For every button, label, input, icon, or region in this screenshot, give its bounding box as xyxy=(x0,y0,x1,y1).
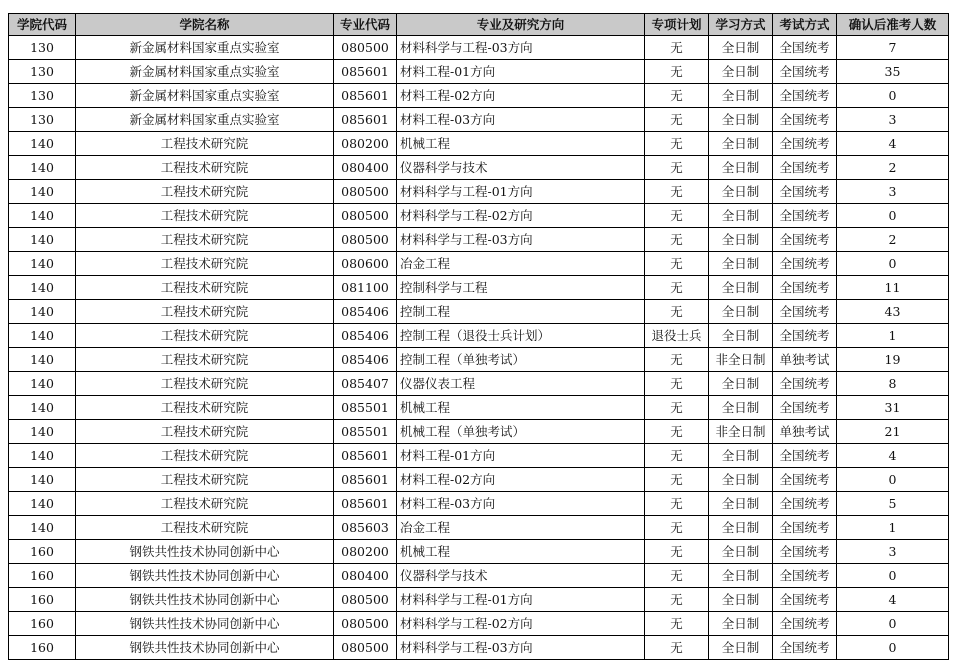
table-row xyxy=(9,420,949,444)
header-study-mode: 学习方式 xyxy=(709,14,773,36)
major-direction-cell: 材料科学与工程-03方向 xyxy=(397,36,645,60)
table-row xyxy=(9,108,949,132)
major-code-cell: 085601 xyxy=(334,84,397,108)
study-mode-cell: 全日制 xyxy=(709,588,773,612)
major-code-cell: 085601 xyxy=(334,492,397,516)
college-name-cell: 工程技术研究院 xyxy=(76,468,334,492)
major-direction-cell: 材料工程-01方向 xyxy=(397,60,645,84)
major-direction-cell: 仪器科学与技术 xyxy=(397,156,645,180)
college-name-cell: 工程技术研究院 xyxy=(76,276,334,300)
special-plan-cell: 无 xyxy=(645,564,709,588)
major-code-cell: 085407 xyxy=(334,372,397,396)
exam-mode-cell: 全国统考 xyxy=(773,492,837,516)
college-name-cell: 新金属材料国家重点实验室 xyxy=(76,108,334,132)
study-mode-cell: 全日制 xyxy=(709,132,773,156)
table-row xyxy=(9,132,949,156)
special-plan-cell: 无 xyxy=(645,492,709,516)
major-code-cell: 085501 xyxy=(334,420,397,444)
college-code-cell: 140 xyxy=(9,372,76,396)
college-name-cell: 工程技术研究院 xyxy=(76,396,334,420)
exam-mode-cell: 全国统考 xyxy=(773,372,837,396)
major-direction-cell: 机械工程 xyxy=(397,396,645,420)
exam-mode-cell: 全国统考 xyxy=(773,156,837,180)
exam-mode-cell: 全国统考 xyxy=(773,588,837,612)
major-direction-cell: 材料工程-03方向 xyxy=(397,108,645,132)
table-row xyxy=(9,36,949,60)
college-name-cell: 工程技术研究院 xyxy=(76,252,334,276)
confirmed-count-cell: 3 xyxy=(837,180,949,204)
table-row xyxy=(9,300,949,324)
college-code-cell: 160 xyxy=(9,588,76,612)
college-code-cell: 140 xyxy=(9,396,76,420)
college-name-cell: 新金属材料国家重点实验室 xyxy=(76,84,334,108)
special-plan-cell: 无 xyxy=(645,156,709,180)
exam-mode-cell: 全国统考 xyxy=(773,108,837,132)
special-plan-cell: 无 xyxy=(645,348,709,372)
college-name-cell: 工程技术研究院 xyxy=(76,156,334,180)
study-mode-cell: 全日制 xyxy=(709,636,773,660)
college-name-cell: 钢铁共性技术协同创新中心 xyxy=(76,612,334,636)
special-plan-cell: 无 xyxy=(645,228,709,252)
exam-mode-cell: 全国统考 xyxy=(773,252,837,276)
study-mode-cell: 全日制 xyxy=(709,84,773,108)
special-plan-cell: 无 xyxy=(645,612,709,636)
confirmed-count-cell: 0 xyxy=(837,252,949,276)
college-code-cell: 140 xyxy=(9,516,76,540)
major-code-cell: 080500 xyxy=(334,588,397,612)
special-plan-cell: 无 xyxy=(645,180,709,204)
study-mode-cell: 全日制 xyxy=(709,60,773,84)
college-code-cell: 160 xyxy=(9,636,76,660)
study-mode-cell: 全日制 xyxy=(709,156,773,180)
special-plan-cell: 无 xyxy=(645,36,709,60)
college-code-cell: 140 xyxy=(9,276,76,300)
special-plan-cell: 退役士兵 xyxy=(645,324,709,348)
college-name-cell: 工程技术研究院 xyxy=(76,132,334,156)
special-plan-cell: 无 xyxy=(645,468,709,492)
major-direction-cell: 控制工程（退役士兵计划） xyxy=(397,324,645,348)
study-mode-cell: 全日制 xyxy=(709,564,773,588)
college-name-cell: 工程技术研究院 xyxy=(76,348,334,372)
college-code-cell: 140 xyxy=(9,444,76,468)
major-code-cell: 080500 xyxy=(334,180,397,204)
study-mode-cell: 全日制 xyxy=(709,468,773,492)
major-direction-cell: 材料工程-01方向 xyxy=(397,444,645,468)
confirmed-count-cell: 0 xyxy=(837,84,949,108)
study-mode-cell: 非全日制 xyxy=(709,348,773,372)
special-plan-cell: 无 xyxy=(645,204,709,228)
special-plan-cell: 无 xyxy=(645,108,709,132)
college-code-cell: 130 xyxy=(9,84,76,108)
study-mode-cell: 全日制 xyxy=(709,612,773,636)
header-major-code: 专业代码 xyxy=(334,14,397,36)
major-code-cell: 085406 xyxy=(334,300,397,324)
major-direction-cell: 控制工程 xyxy=(397,300,645,324)
admission-table-container xyxy=(8,13,949,660)
major-code-cell: 085603 xyxy=(334,516,397,540)
college-name-cell: 工程技术研究院 xyxy=(76,300,334,324)
major-direction-cell: 机械工程 xyxy=(397,540,645,564)
study-mode-cell: 全日制 xyxy=(709,252,773,276)
college-code-cell: 140 xyxy=(9,132,76,156)
table-row xyxy=(9,348,949,372)
table-row xyxy=(9,468,949,492)
special-plan-cell: 无 xyxy=(645,60,709,84)
college-name-cell: 新金属材料国家重点实验室 xyxy=(76,60,334,84)
college-name-cell: 工程技术研究院 xyxy=(76,492,334,516)
confirmed-count-cell: 4 xyxy=(837,444,949,468)
college-code-cell: 140 xyxy=(9,180,76,204)
exam-mode-cell: 全国统考 xyxy=(773,276,837,300)
table-row xyxy=(9,180,949,204)
exam-mode-cell: 全国统考 xyxy=(773,636,837,660)
table-row xyxy=(9,204,949,228)
header-confirmed-count: 确认后准考人数 xyxy=(837,14,949,36)
exam-mode-cell: 全国统考 xyxy=(773,84,837,108)
major-code-cell: 085601 xyxy=(334,108,397,132)
college-code-cell: 160 xyxy=(9,612,76,636)
college-name-cell: 新金属材料国家重点实验室 xyxy=(76,36,334,60)
college-code-cell: 140 xyxy=(9,300,76,324)
major-code-cell: 080400 xyxy=(334,564,397,588)
exam-mode-cell: 全国统考 xyxy=(773,60,837,84)
table-row xyxy=(9,252,949,276)
major-direction-cell: 冶金工程 xyxy=(397,252,645,276)
special-plan-cell: 无 xyxy=(645,420,709,444)
study-mode-cell: 全日制 xyxy=(709,108,773,132)
exam-mode-cell: 全国统考 xyxy=(773,516,837,540)
college-code-cell: 140 xyxy=(9,228,76,252)
confirmed-count-cell: 0 xyxy=(837,468,949,492)
study-mode-cell: 全日制 xyxy=(709,372,773,396)
header-special-plan: 专项计划 xyxy=(645,14,709,36)
major-direction-cell: 材料科学与工程-03方向 xyxy=(397,636,645,660)
special-plan-cell: 无 xyxy=(645,636,709,660)
study-mode-cell: 非全日制 xyxy=(709,420,773,444)
college-code-cell: 140 xyxy=(9,252,76,276)
exam-mode-cell: 全国统考 xyxy=(773,132,837,156)
confirmed-count-cell: 0 xyxy=(837,612,949,636)
college-name-cell: 工程技术研究院 xyxy=(76,324,334,348)
special-plan-cell: 无 xyxy=(645,588,709,612)
major-direction-cell: 机械工程（单独考试） xyxy=(397,420,645,444)
major-code-cell: 080500 xyxy=(334,612,397,636)
college-code-cell: 130 xyxy=(9,108,76,132)
exam-mode-cell: 全国统考 xyxy=(773,444,837,468)
confirmed-count-cell: 43 xyxy=(837,300,949,324)
table-row xyxy=(9,60,949,84)
special-plan-cell: 无 xyxy=(645,396,709,420)
college-name-cell: 工程技术研究院 xyxy=(76,444,334,468)
major-direction-cell: 冶金工程 xyxy=(397,516,645,540)
college-name-cell: 工程技术研究院 xyxy=(76,516,334,540)
study-mode-cell: 全日制 xyxy=(709,180,773,204)
table-row xyxy=(9,516,949,540)
confirmed-count-cell: 1 xyxy=(837,324,949,348)
college-name-cell: 钢铁共性技术协同创新中心 xyxy=(76,564,334,588)
table-row xyxy=(9,324,949,348)
confirmed-count-cell: 3 xyxy=(837,540,949,564)
exam-mode-cell: 全国统考 xyxy=(773,300,837,324)
table-row xyxy=(9,396,949,420)
college-code-cell: 160 xyxy=(9,564,76,588)
major-code-cell: 081100 xyxy=(334,276,397,300)
college-code-cell: 140 xyxy=(9,420,76,444)
confirmed-count-cell: 8 xyxy=(837,372,949,396)
study-mode-cell: 全日制 xyxy=(709,36,773,60)
major-code-cell: 085601 xyxy=(334,60,397,84)
major-direction-cell: 材料科学与工程-03方向 xyxy=(397,228,645,252)
college-name-cell: 工程技术研究院 xyxy=(76,180,334,204)
exam-mode-cell: 全国统考 xyxy=(773,612,837,636)
confirmed-count-cell: 11 xyxy=(837,276,949,300)
special-plan-cell: 无 xyxy=(645,132,709,156)
confirmed-count-cell: 2 xyxy=(837,156,949,180)
major-code-cell: 080600 xyxy=(334,252,397,276)
major-code-cell: 080400 xyxy=(334,156,397,180)
special-plan-cell: 无 xyxy=(645,276,709,300)
college-code-cell: 140 xyxy=(9,204,76,228)
study-mode-cell: 全日制 xyxy=(709,300,773,324)
table-row xyxy=(9,156,949,180)
study-mode-cell: 全日制 xyxy=(709,492,773,516)
study-mode-cell: 全日制 xyxy=(709,516,773,540)
college-name-cell: 钢铁共性技术协同创新中心 xyxy=(76,540,334,564)
major-code-cell: 085601 xyxy=(334,468,397,492)
exam-mode-cell: 全国统考 xyxy=(773,468,837,492)
major-direction-cell: 仪器科学与技术 xyxy=(397,564,645,588)
table-row xyxy=(9,540,949,564)
table-row xyxy=(9,84,949,108)
table-row xyxy=(9,492,949,516)
college-name-cell: 工程技术研究院 xyxy=(76,420,334,444)
major-direction-cell: 控制工程（单独考试） xyxy=(397,348,645,372)
major-direction-cell: 材料科学与工程-01方向 xyxy=(397,588,645,612)
major-direction-cell: 材料科学与工程-02方向 xyxy=(397,204,645,228)
confirmed-count-cell: 4 xyxy=(837,132,949,156)
exam-mode-cell: 单独考试 xyxy=(773,348,837,372)
table-row xyxy=(9,636,949,660)
major-code-cell: 080200 xyxy=(334,540,397,564)
major-direction-cell: 材料工程-02方向 xyxy=(397,468,645,492)
major-code-cell: 085501 xyxy=(334,396,397,420)
college-name-cell: 工程技术研究院 xyxy=(76,372,334,396)
college-name-cell: 工程技术研究院 xyxy=(76,204,334,228)
major-direction-cell: 控制科学与工程 xyxy=(397,276,645,300)
confirmed-count-cell: 0 xyxy=(837,636,949,660)
special-plan-cell: 无 xyxy=(645,540,709,564)
exam-mode-cell: 全国统考 xyxy=(773,36,837,60)
major-code-cell: 080500 xyxy=(334,36,397,60)
special-plan-cell: 无 xyxy=(645,444,709,468)
confirmed-count-cell: 19 xyxy=(837,348,949,372)
major-code-cell: 085406 xyxy=(334,324,397,348)
college-code-cell: 130 xyxy=(9,36,76,60)
college-name-cell: 钢铁共性技术协同创新中心 xyxy=(76,588,334,612)
table-row xyxy=(9,564,949,588)
major-direction-cell: 材料科学与工程-01方向 xyxy=(397,180,645,204)
table-row xyxy=(9,228,949,252)
confirmed-count-cell: 1 xyxy=(837,516,949,540)
confirmed-count-cell: 7 xyxy=(837,36,949,60)
major-code-cell: 080200 xyxy=(334,132,397,156)
table-row xyxy=(9,444,949,468)
major-direction-cell: 机械工程 xyxy=(397,132,645,156)
exam-mode-cell: 全国统考 xyxy=(773,180,837,204)
confirmed-count-cell: 21 xyxy=(837,420,949,444)
major-code-cell: 085601 xyxy=(334,444,397,468)
confirmed-count-cell: 2 xyxy=(837,228,949,252)
college-code-cell: 140 xyxy=(9,492,76,516)
study-mode-cell: 全日制 xyxy=(709,324,773,348)
confirmed-count-cell: 31 xyxy=(837,396,949,420)
confirmed-count-cell: 0 xyxy=(837,564,949,588)
table-row xyxy=(9,612,949,636)
admission-table xyxy=(8,13,949,660)
major-code-cell: 085406 xyxy=(334,348,397,372)
special-plan-cell: 无 xyxy=(645,372,709,396)
table-row xyxy=(9,372,949,396)
exam-mode-cell: 全国统考 xyxy=(773,204,837,228)
college-code-cell: 160 xyxy=(9,540,76,564)
study-mode-cell: 全日制 xyxy=(709,540,773,564)
major-code-cell: 080500 xyxy=(334,204,397,228)
college-name-cell: 工程技术研究院 xyxy=(76,228,334,252)
college-code-cell: 130 xyxy=(9,60,76,84)
study-mode-cell: 全日制 xyxy=(709,396,773,420)
special-plan-cell: 无 xyxy=(645,84,709,108)
exam-mode-cell: 全国统考 xyxy=(773,228,837,252)
confirmed-count-cell: 3 xyxy=(837,108,949,132)
study-mode-cell: 全日制 xyxy=(709,204,773,228)
college-code-cell: 140 xyxy=(9,156,76,180)
college-code-cell: 140 xyxy=(9,348,76,372)
major-code-cell: 080500 xyxy=(334,228,397,252)
study-mode-cell: 全日制 xyxy=(709,276,773,300)
study-mode-cell: 全日制 xyxy=(709,444,773,468)
exam-mode-cell: 全国统考 xyxy=(773,324,837,348)
major-direction-cell: 仪器仪表工程 xyxy=(397,372,645,396)
major-direction-cell: 材料工程-02方向 xyxy=(397,84,645,108)
major-code-cell: 080500 xyxy=(334,636,397,660)
exam-mode-cell: 单独考试 xyxy=(773,420,837,444)
confirmed-count-cell: 0 xyxy=(837,204,949,228)
confirmed-count-cell: 5 xyxy=(837,492,949,516)
table-body xyxy=(9,36,949,660)
major-direction-cell: 材料科学与工程-02方向 xyxy=(397,612,645,636)
college-code-cell: 140 xyxy=(9,468,76,492)
confirmed-count-cell: 4 xyxy=(837,588,949,612)
confirmed-count-cell: 35 xyxy=(837,60,949,84)
table-header-row xyxy=(9,14,949,36)
special-plan-cell: 无 xyxy=(645,252,709,276)
header-major-direction: 专业及研究方向 xyxy=(397,14,645,36)
study-mode-cell: 全日制 xyxy=(709,228,773,252)
special-plan-cell: 无 xyxy=(645,516,709,540)
header-college-name: 学院名称 xyxy=(76,14,334,36)
special-plan-cell: 无 xyxy=(645,300,709,324)
college-code-cell: 140 xyxy=(9,324,76,348)
table-row xyxy=(9,588,949,612)
college-name-cell: 钢铁共性技术协同创新中心 xyxy=(76,636,334,660)
table-row xyxy=(9,276,949,300)
header-college-code: 学院代码 xyxy=(9,14,76,36)
exam-mode-cell: 全国统考 xyxy=(773,564,837,588)
exam-mode-cell: 全国统考 xyxy=(773,396,837,420)
exam-mode-cell: 全国统考 xyxy=(773,540,837,564)
major-direction-cell: 材料工程-03方向 xyxy=(397,492,645,516)
header-exam-mode: 考试方式 xyxy=(773,14,837,36)
